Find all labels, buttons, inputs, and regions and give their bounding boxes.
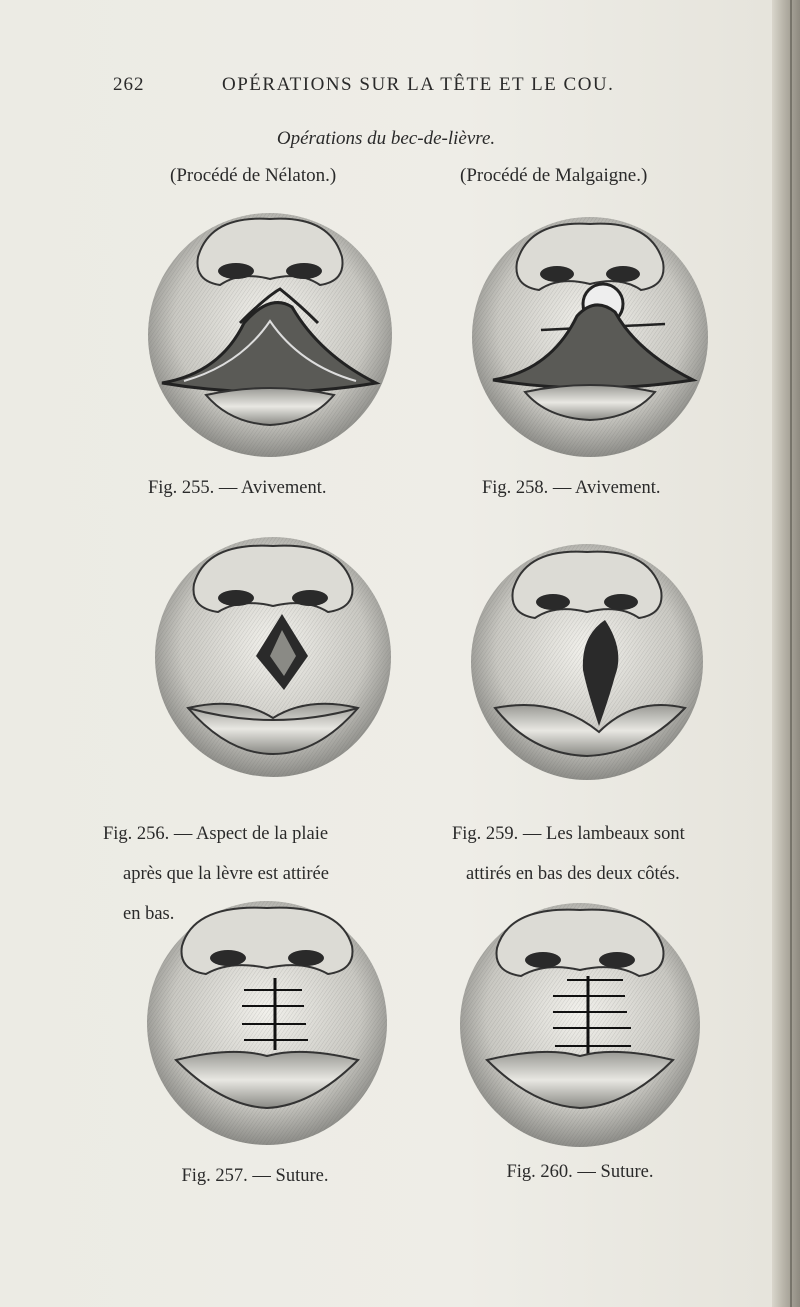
caption-fig-256-line-3: en bas. <box>123 904 175 924</box>
caption-fig-259-line-2: attirés en bas des deux côtés. <box>466 864 680 884</box>
page-number: 262 <box>113 74 145 95</box>
engraving-fig-256 <box>148 532 398 782</box>
engraving-fig-258 <box>465 212 715 462</box>
caption-fig-257: Fig. 257. — Suture. <box>181 1166 329 1186</box>
method-label-nelaton: (Procédé de Nélaton.) <box>170 165 337 186</box>
caption-fig-256-line-2: après que la lèvre est attirée <box>123 864 329 884</box>
running-title: OPÉRATIONS SUR LA TÊTE ET LE COU. <box>222 74 615 95</box>
caption-fig-258: Fig. 258. — Avivement. <box>482 478 661 498</box>
engraving-fig-260 <box>455 900 705 1150</box>
book-spine-edge <box>790 0 792 1307</box>
method-label-malgaigne: (Procédé de Malgaigne.) <box>460 165 648 186</box>
caption-fig-259 <box>452 804 685 904</box>
caption-fig-255: Fig. 255. — Avivement. <box>148 478 327 498</box>
caption-fig-259-line-1: Fig. 259. — Les lambeaux sont <box>452 824 685 844</box>
engraving-fig-255 <box>140 205 400 465</box>
book-spine-shadow <box>772 0 800 1307</box>
section-title: Opérations du bec-de-lièvre. <box>276 128 496 149</box>
engraving-fig-259 <box>465 540 710 785</box>
caption-fig-260: Fig. 260. — Suture. <box>506 1162 654 1182</box>
engraving-fig-257 <box>142 898 392 1148</box>
caption-fig-256-line-1: Fig. 256. — Aspect de la plaie <box>103 824 329 844</box>
